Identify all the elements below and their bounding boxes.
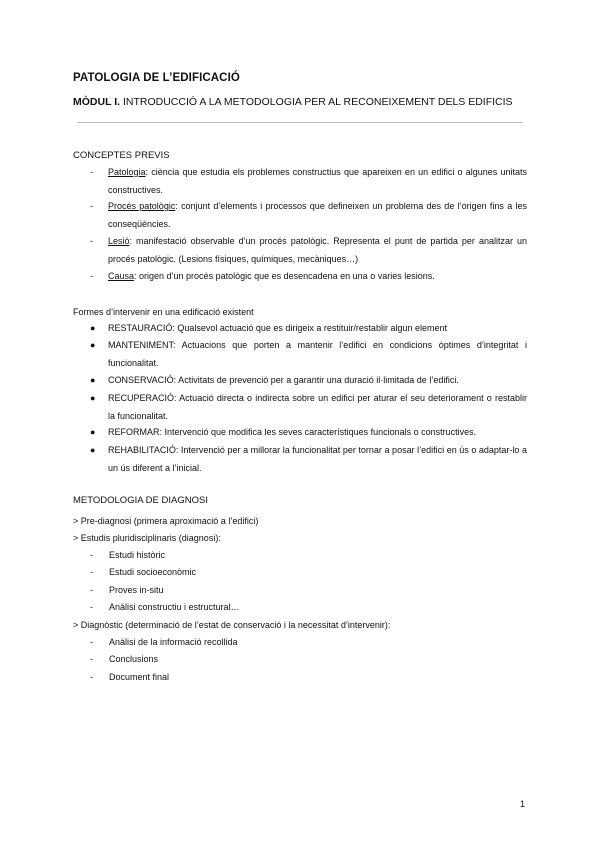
dash-marker: - (90, 672, 93, 682)
diagnosis-item: - Conclusions (90, 651, 158, 668)
bullet-marker: ● (90, 427, 96, 437)
dash-marker: - (90, 167, 93, 177)
methodology-heading: METODOLOGIA DE DIAGNOSI (73, 495, 208, 506)
concept-definition: : manifestació observable d’un procés patològic. Representa el punt de partida per analitzar un procés patològic. (Lesions físiques, químiques, mecàniques…) (108, 236, 527, 264)
diagnosis-item: - Document final (90, 669, 169, 686)
intervention-text: REHABILITACIÓ: Intervenció per a millorar la funcionalitat per tornar a posar l’edifici en ús o adaptar-lo a un ús diferent a l’inicial. (108, 445, 527, 473)
intervention-item (90, 372, 527, 390)
page-title: PATOLOGIA DE L’EDIFICACIÓ (73, 72, 240, 84)
study-item: - Estudi històric (90, 547, 165, 564)
concept-term: Patologia (108, 167, 146, 177)
intervention-item (90, 442, 527, 477)
page-number: 1 (520, 799, 526, 809)
concept-definition: : conjunt d’elements i processos que defineixen un problema des de l’origen fins a les conseqüències. (108, 201, 527, 229)
method-step: > Estudis pluridisciplinaris (diagnosi): (73, 533, 221, 543)
bullet-marker: ● (90, 375, 96, 385)
concepts-heading: CONCEPTES PREVIS (73, 150, 170, 161)
intervention-text: CONSERVACIÓ: Activitats de prevenció per a garantir una duració il·limitada de l’edifici. (108, 375, 459, 385)
concept-item (90, 268, 527, 286)
module-label: MÒDUL I. (73, 96, 121, 108)
dash-marker: - (90, 550, 93, 560)
concept-item (90, 233, 527, 268)
concept-term: Causa (108, 271, 135, 281)
intervention-text: RESTAURACIÓ: Qualsevol actuació que es dirigeix a restituir/restablir algun element (108, 323, 447, 333)
intervention-item (90, 320, 527, 338)
forms-heading: Formes d’intervenir en una edificació existent (73, 307, 254, 317)
concept-definition: : origen d’un procés patològic que es desencadena en una o varies lesions. (134, 271, 435, 281)
intervention-text: MANTENIMENT: Actuacions que porten a mantenir l’edifici en condicions òptimes d’integritat i funcionalitat. (108, 340, 527, 368)
diagnosis-item: - Anàlisi de la informació recollida (90, 634, 238, 651)
module-title: INTRODUCCIÓ A LA METODOLOGIA PER AL RECONEIXEMENT DELS EDIFICIS (120, 96, 513, 108)
concept-item (90, 164, 527, 199)
dash-marker: - (90, 271, 93, 281)
concept-term: Lesió (108, 236, 130, 246)
dash-marker: - (90, 567, 93, 577)
method-step: > Pre-diagnosi (primera aproximació a l’edifici) (73, 516, 259, 526)
horizontal-rule (77, 122, 523, 123)
intervention-item (90, 424, 527, 442)
dash-marker: - (90, 602, 93, 612)
bullet-marker: ● (90, 445, 96, 455)
intervention-item (90, 337, 527, 372)
method-step: > Diagnòstic (determinació de l’estat de conservació i la necessitat d’intervenir): (73, 620, 391, 630)
concept-term: Procés patològic (108, 201, 176, 211)
study-item: - Anàlisi constructiu i estructural… (90, 599, 240, 616)
dash-marker: - (90, 236, 93, 246)
bullet-marker: ● (90, 340, 96, 350)
dash-marker: - (90, 201, 93, 211)
intervention-text: REFORMAR: Intervenció que modifica les seves característiques funcionals o constructives. (108, 427, 477, 437)
study-item: - Estudi socioeconòmic (90, 564, 196, 581)
bullet-marker: ● (90, 323, 96, 333)
intervention-text: RECUPERACIÓ: Actuació directa o indirecta sobre un edifici per aturar el seu deteriorament o restablir la funcionalitat. (108, 393, 527, 421)
concept-item (90, 198, 527, 233)
module-subtitle (73, 96, 513, 108)
intervention-item (90, 390, 527, 425)
concept-definition: : ciència que estudia els problemes constructius que apareixen en un edifici o algunes unitats constructives. (108, 167, 527, 195)
dash-marker: - (90, 585, 93, 595)
dash-marker: - (90, 637, 93, 647)
study-item: - Proves in-situ (90, 582, 164, 599)
dash-marker: - (90, 654, 93, 664)
bullet-marker: ● (90, 393, 96, 403)
